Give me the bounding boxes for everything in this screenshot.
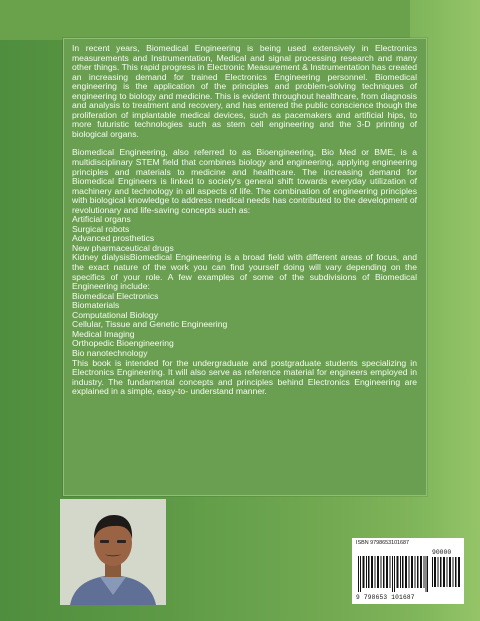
paragraph-definition: Biomedical Engineering, also referred to as Bioengineering, Bio Med or BME, is a multidisciplinary STEM field that combines biology and engineering, applying engineering principles and materials to medicine and healthcare. The increasing demand for Biomedical Engineers is linked to society's general shift towards everyday utilization of machinery and technology in all aspects of life. The combination of engineering principles with biological knowledge to address medical needs has contributed to the development of revolutionary and life-saving concepts such as: xyxy=(72,147,417,215)
price-code: 90000 xyxy=(432,549,452,556)
subdivision-item: Bio nanotechnology xyxy=(72,347,148,358)
subdivision-item: Biomaterials xyxy=(72,300,120,311)
concept-item: Artificial organs xyxy=(72,214,131,225)
author-portrait-icon xyxy=(60,499,166,605)
barcode xyxy=(352,538,464,604)
barcode-digits: 9 798653 101687 xyxy=(356,594,415,601)
top-stripe xyxy=(0,0,480,40)
subdivision-item: Cellular, Tissue and Genetic Engineering xyxy=(72,319,228,330)
concept-item: New pharmaceutical drugs xyxy=(72,242,174,253)
subdivision-item: Medical Imaging xyxy=(72,328,135,339)
barcode-bars-icon xyxy=(358,556,428,592)
subdivision-item: Orthopedic Bioengineering xyxy=(72,338,174,349)
price-bars-icon xyxy=(432,557,460,587)
paragraph-audience: This book is intended for the undergraduate and postgraduate students specializing in Electronics Engineering. It will also serve as reference material for engineers employed in industry. The fundamental concepts and principles behind Electronics Engineering are explained in a simple, easy-to- understand manner. xyxy=(72,357,417,397)
concept-item: Surgical robots xyxy=(72,223,130,234)
blurb-text xyxy=(72,44,417,397)
paragraph-intro: In recent years, Biomedical Engineering is being used extensively in Electronics measurements and Instrumentation, Medical and signal processing research and many other things. This rapid progress in Electronic Measurement & Instrumentation has created an increasing demand for trained Electronics Engineering personnel. Biomedical engineering is the application of the principles and problem-solving techniques of engineering to biology and medicine. This is evident throughout healthcare, from diagnosis and analysis to treatment and recovery, and has entered the public conscience though the proliferation of implantable medical devices, such as pacemakers and artificial hips, to more futuristic technologies such as stem cell engineering and the 3-D printing of biological organs. xyxy=(72,43,417,139)
subdivision-item: Computational Biology xyxy=(72,309,158,320)
concept-item: Advanced prosthetics xyxy=(72,233,155,244)
isbn-label: ISBN 9798653101687 xyxy=(356,540,410,546)
subdivision-item: Biomedical Electronics xyxy=(72,290,159,301)
author-photo xyxy=(60,499,166,605)
paragraph-subdivisions: Kidney dialysisBiomedical Engineering is a broad field with different areas of focus, and the exact nature of the work you can find yourself doing will vary depending on the specifics of your role. A few examples of some of the subdivisions of Biomedical Engineering include: xyxy=(72,252,417,292)
